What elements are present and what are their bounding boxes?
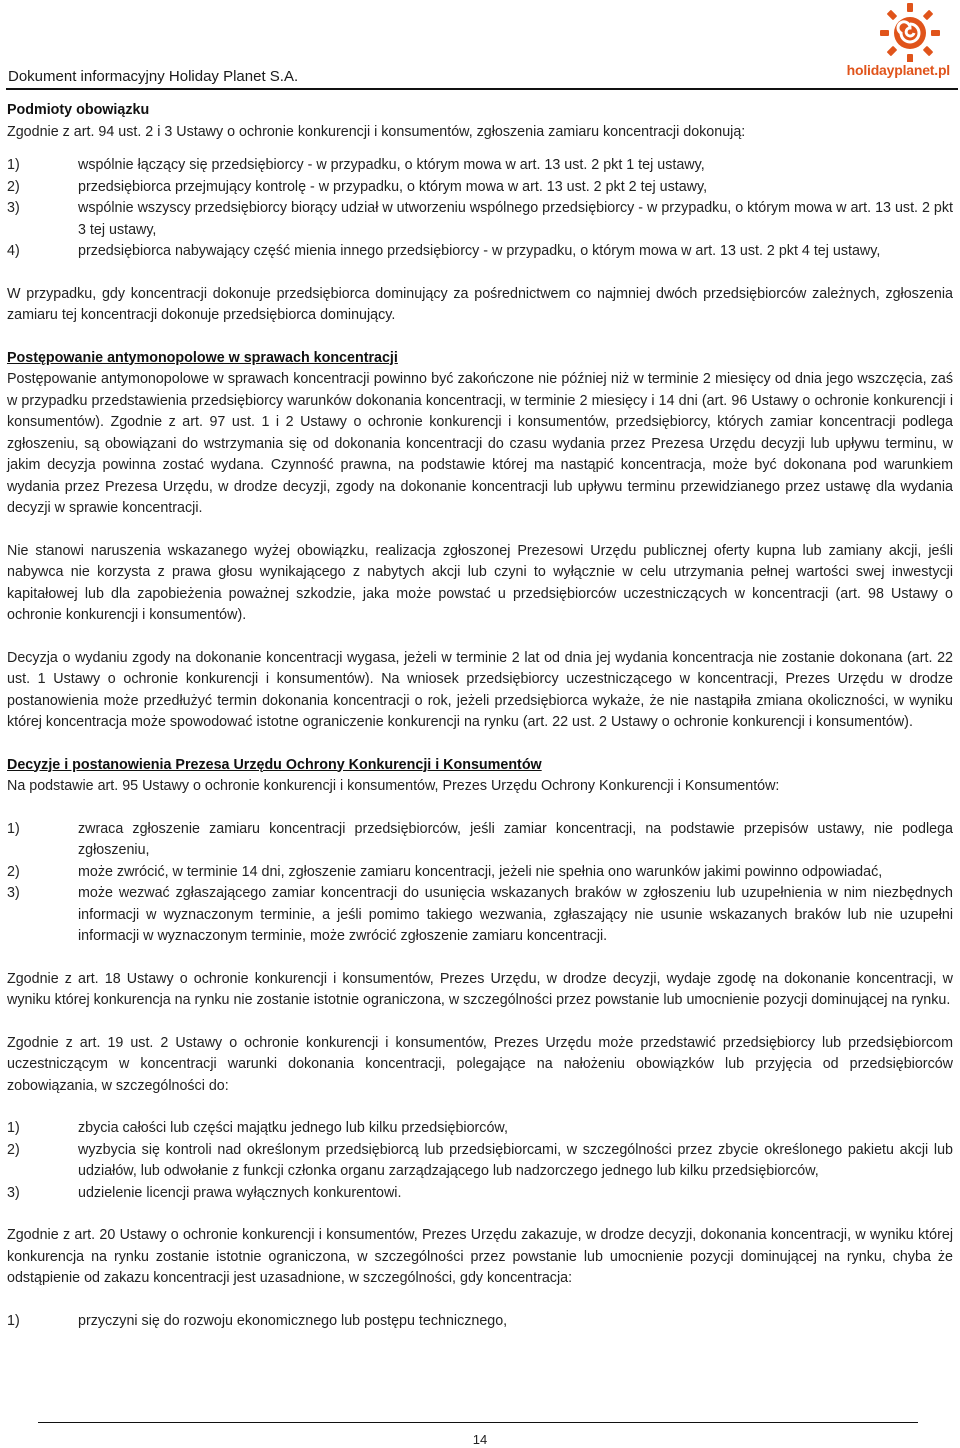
document-title: Dokument informacyjny Holiday Planet S.A. (8, 68, 299, 85)
decisions-list (7, 819, 953, 948)
list-item-number: 4) (7, 243, 20, 259)
list-item-text: zwraca zgłoszenie zamiaru koncentracji przedsiębiorców, jeśli zamiar koncentracji, na podstawie przepisów ustawy, nie podlega zgłoszeniu, (78, 820, 953, 858)
list-item-number: 3) (7, 200, 20, 216)
list-item-text: może wezwać zgłaszającego zamiar koncentracji do usunięcia wskazanych braków w zgłoszeniu lub uzupełnienia w nim niezbędnych informacji w wyznaczonym terminie, a jeśli pomimo takiego wezwania, zgłaszający nie usunie wskazanych braków lub nie uzupełni informacji w wyznaczonym terminie, może zwrócić zgłoszenie zamiaru koncentracji. (78, 885, 953, 944)
list-item (7, 1118, 953, 1140)
list-item (7, 177, 953, 199)
list-item (7, 241, 953, 263)
list-item (7, 1140, 953, 1183)
list-item (7, 862, 953, 884)
holidayplanet-logo (834, 0, 952, 86)
list-item (7, 883, 953, 948)
conditions-list (7, 1118, 953, 1204)
list-item-number: 1) (7, 1312, 20, 1329)
list-item-text: przyczyni się do rozwoju ekonomicznego lub postępu technicznego, (78, 1312, 508, 1329)
logo-wordmark: holidayplanet.pl (846, 62, 950, 78)
list-item-number: 1) (7, 820, 20, 837)
paragraph: Zgodnie z art. 20 Ustawy o ochronie konkurencji i konsumentów, Prezes Urzędu zakazuje, w drodze decyzji, dokonania koncentracji, w wyniku której konkurencja na rynku zostanie istotnie ograniczona, w szczególności przez powstanie lub umocnienie pozycji dominującej na rynku, chyba że odstąpienie od zakazu koncentracji jest uzasadnione, w szczególności, gdy koncentracja: (7, 1227, 953, 1286)
paragraph: Nie stanowi naruszenia wskazanego wyżej obowiązku, realizacja zgłoszonej Prezesowi Urzędu publicznej oferty kupna lub zamiany akcji, jeśli nabywca nie korzysta z prawa głosu wynikającego z nabytych akcji lub czyni to wyłącznie w celu utrzymania pełnej wartości swej inwestycji kapitałowej lub dla zapobieżenia poważnej szkodzie, jaka może powstać u przedsiębiorców uczestniczących w koncentracji (art. 98 Ustawy o ochronie konkurencji i konsumentów). (7, 542, 953, 623)
page-number: 14 (472, 1432, 488, 1447)
list-item-text: może zwrócić, w terminie 14 dni, zgłoszenie zamiaru koncentracji, jeżeli nie spełnia ono warunków jakimi powinno odpowiadać, (78, 863, 883, 880)
paragraph: Decyzja o wydaniu zgody na dokonanie koncentracji wygasa, jeżeli w terminie 2 lat od dnia jej wydania koncentracja nie zostanie dokonana (art. 22 ust. 1 Ustawy o ochronie konkurencji i konsumentów). Na wniosek przedsiębiorcy uczestniczącego w koncentracji, Prezes Urzędu w drodze postanowienia może przedłużyć termin dokonania koncentracji o rok, jeżeli przedsiębiorca wykaże, że nie nastąpiła zmiana okoliczności, w wyniku której koncentracja może spowodować istotne ograniczenie konkurencji na rynku (art. 22 ust. 2 Ustawy o ochronie konkurencji i konsumentów). (7, 649, 953, 730)
list-item-number: 1) (7, 1120, 20, 1136)
footer-divider (38, 1422, 918, 1423)
list-item-number: 1) (7, 157, 20, 173)
list-item-text: udzielenie licencji prawa wyłącznych konkurentowi. (78, 1184, 402, 1201)
section-heading-obligated-parties: Podmioty obowiązku (7, 102, 150, 118)
list-item (7, 819, 953, 862)
list-item-number: 2) (7, 1141, 20, 1158)
list-item-text: wspólnie wszyscy przedsiębiorcy biorący udział w utworzeniu wspólnego przedsiębiorcy - w przypadku, o którym mowa w art. 13 ust. 2 pkt 3 tej ustawy, (78, 200, 953, 238)
list-item-number: 2) (7, 863, 20, 880)
section-intro: Zgodnie z art. 94 ust. 2 i 3 Ustawy o ochronie konkurencji i konsumentów, zgłoszenia zamiaru koncentracji dokonują: (7, 123, 746, 140)
paragraph: Zgodnie z art. 18 Ustawy o ochronie konkurencji i konsumentów, Prezes Urzędu, w drodze decyzji, wydaje zgodę na dokonanie koncentracji, w wyniku której konkurencja na rynku nie zostanie istotnie ograniczona, w szczególności przez powstanie lub umocnienie pozycji dominującej na rynku. (7, 970, 953, 1008)
list-item-number: 3) (7, 885, 20, 901)
paragraph: Zgodnie z art. 19 ust. 2 Ustawy o ochronie konkurencji i konsumentów, Prezes Urzędu może przedstawić przedsiębiorcy lub przedsiębiorcom uczestniczącym w koncentracji warunki dokonania koncentracji, polegające na nałożeniu obowiązków lub przyjęcia od przedsiębiorców zobowiązania, w szczególności do: (7, 1034, 953, 1094)
sun-spiral-icon (834, 0, 952, 62)
document-body (7, 100, 953, 1332)
section-heading-antimonopoly: Postępowanie antymonopolowe w sprawach koncentracji (7, 349, 398, 366)
list-item-text: przedsiębiorca nabywający część mienia innego przedsiębiorcy - w przypadku, o którym mowa w art. 13 ust. 2 pkt 4 tej ustawy, (78, 243, 881, 259)
list-item-text: wspólnie łączący się przedsiębiorcy - w przypadku, o którym mowa w art. 13 ust. 2 pkt 1 tej ustawy, (78, 157, 705, 173)
list-item (7, 198, 953, 241)
paragraph: Postępowanie antymonopolowe w sprawach koncentracji powinno być zakończone nie później niż w terminie 2 miesięcy od dnia jego wszczęcia, zaś w przypadku przedstawienia przedsiębiorcy warunków dokonania koncentracji, w terminie 2 miesięcy i 14 dni (art. 96 Ustawy o ochronie konkurencji i konsumentów). Zgodnie z art. 97 ust. 1 i 2 Ustawy o ochronie konkurencji i konsumentów, przedsiębiorcy, których zamiar koncentracji podlega zgłoszeniu, są obowiązani do wstrzymania się od dokonania koncentracji do czasu wydania przez Prezesa Urzędu decyzji lub upływu terminu, w jakim decyzja powinna zostać wydana. Czynność prawna, na podstawie której ma nastąpić koncentracja, może być dokonana pod warunkiem wydania przez Prezesa Urzędu, w drodze decyzji, zgody na dokonanie koncentracji lub upływu terminu przewidzianego przez ustawę dla wydania decyzji w sprawie koncentracji. (7, 371, 953, 516)
list-item-text: wyzbycia się kontroli nad określonym przedsiębiorcą lub przedsiębiorcami, w szczególności przez zbycie określonego pakietu akcji lub udziałów, lub odwołanie z funkcji członka organu zarządzającego lub nadzorczego jednego lub kilku przedsiębiorców, (78, 1141, 953, 1179)
list-item-number: 2) (7, 178, 20, 195)
list-item-text: zbycia całości lub części majątku jednego lub kilku przedsiębiorców, (78, 1120, 508, 1136)
exemption-list (7, 1311, 953, 1333)
list-item (7, 155, 953, 177)
list-item (7, 1311, 953, 1333)
paragraph: Na podstawie art. 95 Ustawy o ochronie konkurencji i konsumentów, Prezes Urzędu Ochrony Konkurencji i Konsumentów: (7, 778, 780, 794)
page-header (6, 0, 956, 94)
list-item (7, 1183, 953, 1205)
header-divider (6, 88, 958, 90)
obligated-parties-list (7, 155, 953, 263)
section-heading-decisions: Decyzje i postanowienia Prezesa Urzędu Ochrony Konkurencji i Konsumentów (7, 756, 542, 773)
list-item-number: 3) (7, 1184, 20, 1201)
paragraph: W przypadku, gdy koncentracji dokonuje przedsiębiorca dominujący za pośrednictwem co najmniej dwóch przedsiębiorców zależnych, zgłoszenia zamiaru tej koncentracji dokonuje przedsiębiorca dominujący. (7, 285, 953, 323)
list-item-text: przedsiębiorca przejmujący kontrolę - w przypadku, o którym mowa w art. 13 ust. 2 pkt 2 tej ustawy, (78, 178, 708, 195)
